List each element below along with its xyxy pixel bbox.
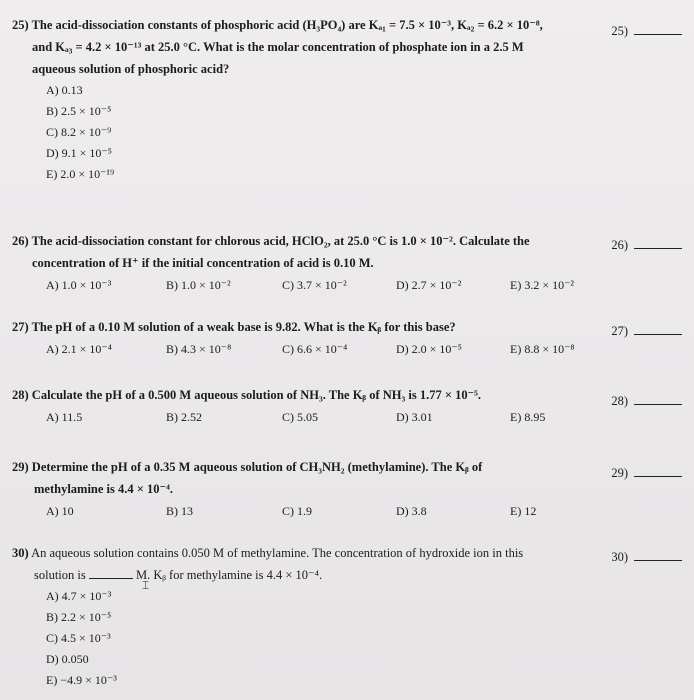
text-cursor-icon: ⌶ <box>142 578 150 592</box>
q30-choice-e[interactable]: E) −4.9 × 10⁻³ <box>46 673 117 687</box>
q30-choice-d[interactable]: D) 0.050 <box>46 652 89 666</box>
q29-choice-d[interactable]: D) 3.8 <box>396 504 427 518</box>
q26-answer-blank[interactable] <box>611 236 682 253</box>
q25-choice-c[interactable]: C) 8.2 × 10⁻⁹ <box>46 125 112 139</box>
question-25 <box>12 14 602 185</box>
q27-line-1 <box>12 316 602 338</box>
q28-choice-e[interactable]: E) 8.95 <box>510 410 546 424</box>
q25-choice-b[interactable]: B) 2.5 × 10⁻⁵ <box>46 104 112 118</box>
q28-choice-a[interactable]: A) 11.5 <box>46 410 83 424</box>
q28-line-1 <box>12 384 602 406</box>
q27-choice-b[interactable]: B) 4.3 × 10⁻⁸ <box>166 342 232 356</box>
q26-choice-b[interactable]: B) 1.0 × 10⁻² <box>166 278 231 292</box>
q28-answer-label: 28) <box>611 394 628 408</box>
q29-choice-b[interactable]: B) 13 <box>166 504 193 518</box>
q30-fill-blank[interactable] <box>89 567 133 579</box>
q27-answer-label: 27) <box>611 324 628 338</box>
q26-choices <box>12 274 602 294</box>
question-28 <box>12 384 602 426</box>
q27-choice-e[interactable]: E) 8.8 × 10⁻⁸ <box>510 342 575 356</box>
q27-choices <box>12 338 602 358</box>
q30-number: 30) <box>12 546 29 560</box>
q27-choice-a[interactable]: A) 2.1 × 10⁻⁴ <box>46 342 112 356</box>
q25-stem-3: aqueous solution of phosphoric acid? <box>32 62 230 76</box>
q28-choices <box>12 406 602 426</box>
q26-choice-e[interactable]: E) 3.2 × 10⁻² <box>510 278 575 292</box>
question-29 <box>12 456 602 520</box>
q27-number: 27) <box>12 320 29 334</box>
question-30 <box>12 542 602 691</box>
q25-choice-a[interactable]: A) 0.13 <box>46 83 83 97</box>
q29-stem-1: Determine the pH of a 0.35 M aqueous solution of CH₃NH₂ (methylamine). The Kᵦ of <box>31 460 483 474</box>
question-26 <box>12 230 602 294</box>
q27-stem-1: The pH of a 0.10 M solution of a weak base is 9.82. What is the Kᵦ for this base? <box>31 320 456 334</box>
q26-stem-1: The acid-dissociation constant for chlorous acid, HClO₂, at 25.0 °C is 1.0 × 10⁻². Calculate the <box>31 234 530 248</box>
q29-answer-label: 29) <box>611 466 628 480</box>
q30-line-1 <box>12 542 602 564</box>
q28-answer-blank[interactable] <box>611 392 682 409</box>
q26-choice-a[interactable]: A) 1.0 × 10⁻³ <box>46 278 112 292</box>
q28-choice-c[interactable]: C) 5.05 <box>282 410 318 424</box>
q29-choice-c[interactable]: C) 1.9 <box>282 504 312 518</box>
question-27 <box>12 316 602 358</box>
q29-answer-blank[interactable] <box>611 464 682 481</box>
q25-number: 25) <box>12 18 29 32</box>
q25-answer-blank[interactable] <box>611 22 682 39</box>
q30-stem-2b: M. Kᵦ for methylamine is 4.4 × 10⁻⁴. <box>136 568 323 582</box>
q25-choice-e[interactable]: E) 2.0 × 10⁻¹⁹ <box>46 167 115 181</box>
q27-choice-c[interactable]: C) 6.6 × 10⁻⁴ <box>282 342 348 356</box>
q29-choice-a[interactable]: A) 10 <box>46 504 74 518</box>
q28-choice-d[interactable]: D) 3.01 <box>396 410 433 424</box>
q26-number: 26) <box>12 234 29 248</box>
q29-number: 29) <box>12 460 29 474</box>
q30-line-2 <box>34 564 602 586</box>
q26-stem-2: concentration of H⁺ if the initial concentration of acid is 0.10 M. <box>32 256 374 270</box>
q30-answer-blank[interactable] <box>611 548 682 565</box>
q25-answer-label: 25) <box>611 24 628 38</box>
q27-choice-d[interactable]: D) 2.0 × 10⁻⁵ <box>396 342 462 356</box>
q25-stem-2: and Kₐ₃ = 4.2 × 10⁻¹³ at 25.0 °C. What is the molar concentration of phosphate ion in a 2.5 M <box>32 40 524 54</box>
q28-number: 28) <box>12 388 29 402</box>
q27-answer-blank[interactable] <box>611 322 682 339</box>
q30-stem-2a: solution is <box>34 568 86 582</box>
q25-line-1 <box>12 14 602 36</box>
q30-choice-c[interactable]: C) 4.5 × 10⁻³ <box>46 631 111 645</box>
q30-choice-b[interactable]: B) 2.2 × 10⁻⁵ <box>46 610 112 624</box>
q30-choices <box>46 586 602 691</box>
q28-stem-1: Calculate the pH of a 0.500 M aqueous solution of NH₃. The Kᵦ of NH₃ is 1.77 × 10⁻⁵. <box>31 388 482 402</box>
q29-choice-e[interactable]: E) 12 <box>510 504 537 518</box>
q30-choice-a[interactable]: A) 4.7 × 10⁻³ <box>46 589 112 603</box>
q25-stem-1: The acid-dissociation constants of phosphoric acid (H₃PO₄) are Kₐ₁ = 7.5 × 10⁻³, Kₐ₂ = 6.2 × 10⁻⁸, <box>31 18 543 32</box>
q26-choice-d[interactable]: D) 2.7 × 10⁻² <box>396 278 462 292</box>
q28-choice-b[interactable]: B) 2.52 <box>166 410 202 424</box>
q29-choices <box>12 500 602 520</box>
q26-line-1 <box>12 230 602 252</box>
q29-line-1 <box>12 456 602 478</box>
q25-choices <box>46 80 602 185</box>
q30-stem-1: An aqueous solution contains 0.050 M of methylamine. The concentration of hydroxide ion in this <box>31 546 524 560</box>
q29-stem-2: methylamine is 4.4 × 10⁻⁴. <box>34 482 173 496</box>
q26-answer-label: 26) <box>611 238 628 252</box>
q30-answer-label: 30) <box>611 550 628 564</box>
q26-choice-c[interactable]: C) 3.7 × 10⁻² <box>282 278 347 292</box>
q25-choice-d[interactable]: D) 9.1 × 10⁻⁵ <box>46 146 112 160</box>
